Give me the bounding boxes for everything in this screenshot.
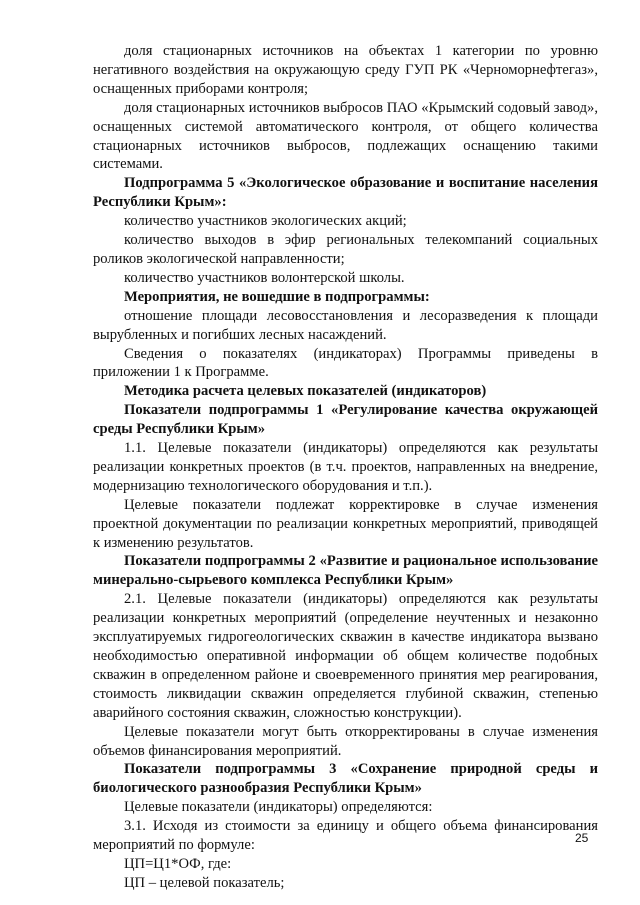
paragraph: доля стационарных источников выбросов ПАО «Крымский содовый завод», оснащенных системой автоматического контроля, от общего количества стационарных источников выбросов, подлежащих оснащению такими системами. bbox=[93, 99, 598, 173]
section-heading: Мероприятия, не вошедшие в подпрограммы: bbox=[124, 288, 430, 305]
paragraph: Целевые показатели могут быть откорректированы в случае изменения объемов финансирования мероприятий. bbox=[93, 723, 598, 759]
paragraph: 1.1. Целевые показатели (индикаторы) определяются как результаты реализации конкретных проектов (в т.ч. проектов, направленных на внедрение, модернизацию технологического оборудования и т.п.). bbox=[93, 440, 598, 494]
paragraph: количество участников экологических акций; bbox=[124, 213, 407, 230]
paragraph: доля стационарных источников на объектах 1 категории по уровню негативного воздействия на окружающую среду ГУП РК «Черноморнефтегаз», оснащенных приборами контроля; bbox=[93, 43, 598, 97]
paragraph: количество участников волонтерской школы. bbox=[124, 269, 405, 286]
paragraph: количество выходов в эфир региональных телекомпаний социальных роликов экологической направленности; bbox=[93, 232, 598, 267]
paragraph: ЦП – целевой показатель; bbox=[124, 874, 285, 891]
section-heading: Показатели подпрограммы 1 «Регулирование качества окружающей среды Республики Крым» bbox=[93, 402, 598, 438]
paragraph: Целевые показатели подлежат корректировке в случае изменения проектной документации по реализации конкретных мероприятий, приводящей к изменению результатов. bbox=[93, 496, 598, 551]
formula: ЦП=Ц1*ОФ, где: bbox=[124, 855, 232, 872]
page-number: 25 bbox=[575, 831, 589, 845]
document-body bbox=[93, 42, 598, 893]
paragraph: отношение площади лесовосстановления и лесоразведения к площади вырубленных и погибших лесных насаждений. bbox=[93, 307, 598, 343]
paragraph: 2.1. Целевые показатели (индикаторы) определяются как результаты реализации конкретных мероприятий (определение неучтенных и незаконно эксплуатируемых гидрогеологических скважин в качестве индикатора вызвано необходимостью оперативной информации об общем количестве подобных скважин в определенном районе и своевременного принятия мер реагирования, стоимость ликвидации скважин определяется глубиной скважин, степенью аварийного состояния скважин, сложностью конструкции). bbox=[93, 591, 598, 721]
section-heading: Показатели подпрограммы 3 «Сохранение природной среды и биологического разнообразия Республики Крым» bbox=[93, 761, 598, 797]
paragraph: Целевые показатели (индикаторы) определяются: bbox=[124, 799, 433, 816]
paragraph: Сведения о показателях (индикаторах) Программы приведены в приложении 1 к Программе. bbox=[93, 345, 598, 381]
section-heading: Методика расчета целевых показателей (индикаторов) bbox=[124, 383, 487, 400]
section-heading: Подпрограмма 5 «Экологическое образование и воспитание населения Республики Крым»: bbox=[93, 175, 598, 211]
section-heading: Показатели подпрограммы 2 «Развитие и рациональное использование минерально-сырьевого комплекса Республики Крым» bbox=[93, 553, 598, 589]
paragraph: 3.1. Исходя из стоимости за единицу и общего объема финансирования мероприятий по формуле: bbox=[93, 818, 598, 854]
